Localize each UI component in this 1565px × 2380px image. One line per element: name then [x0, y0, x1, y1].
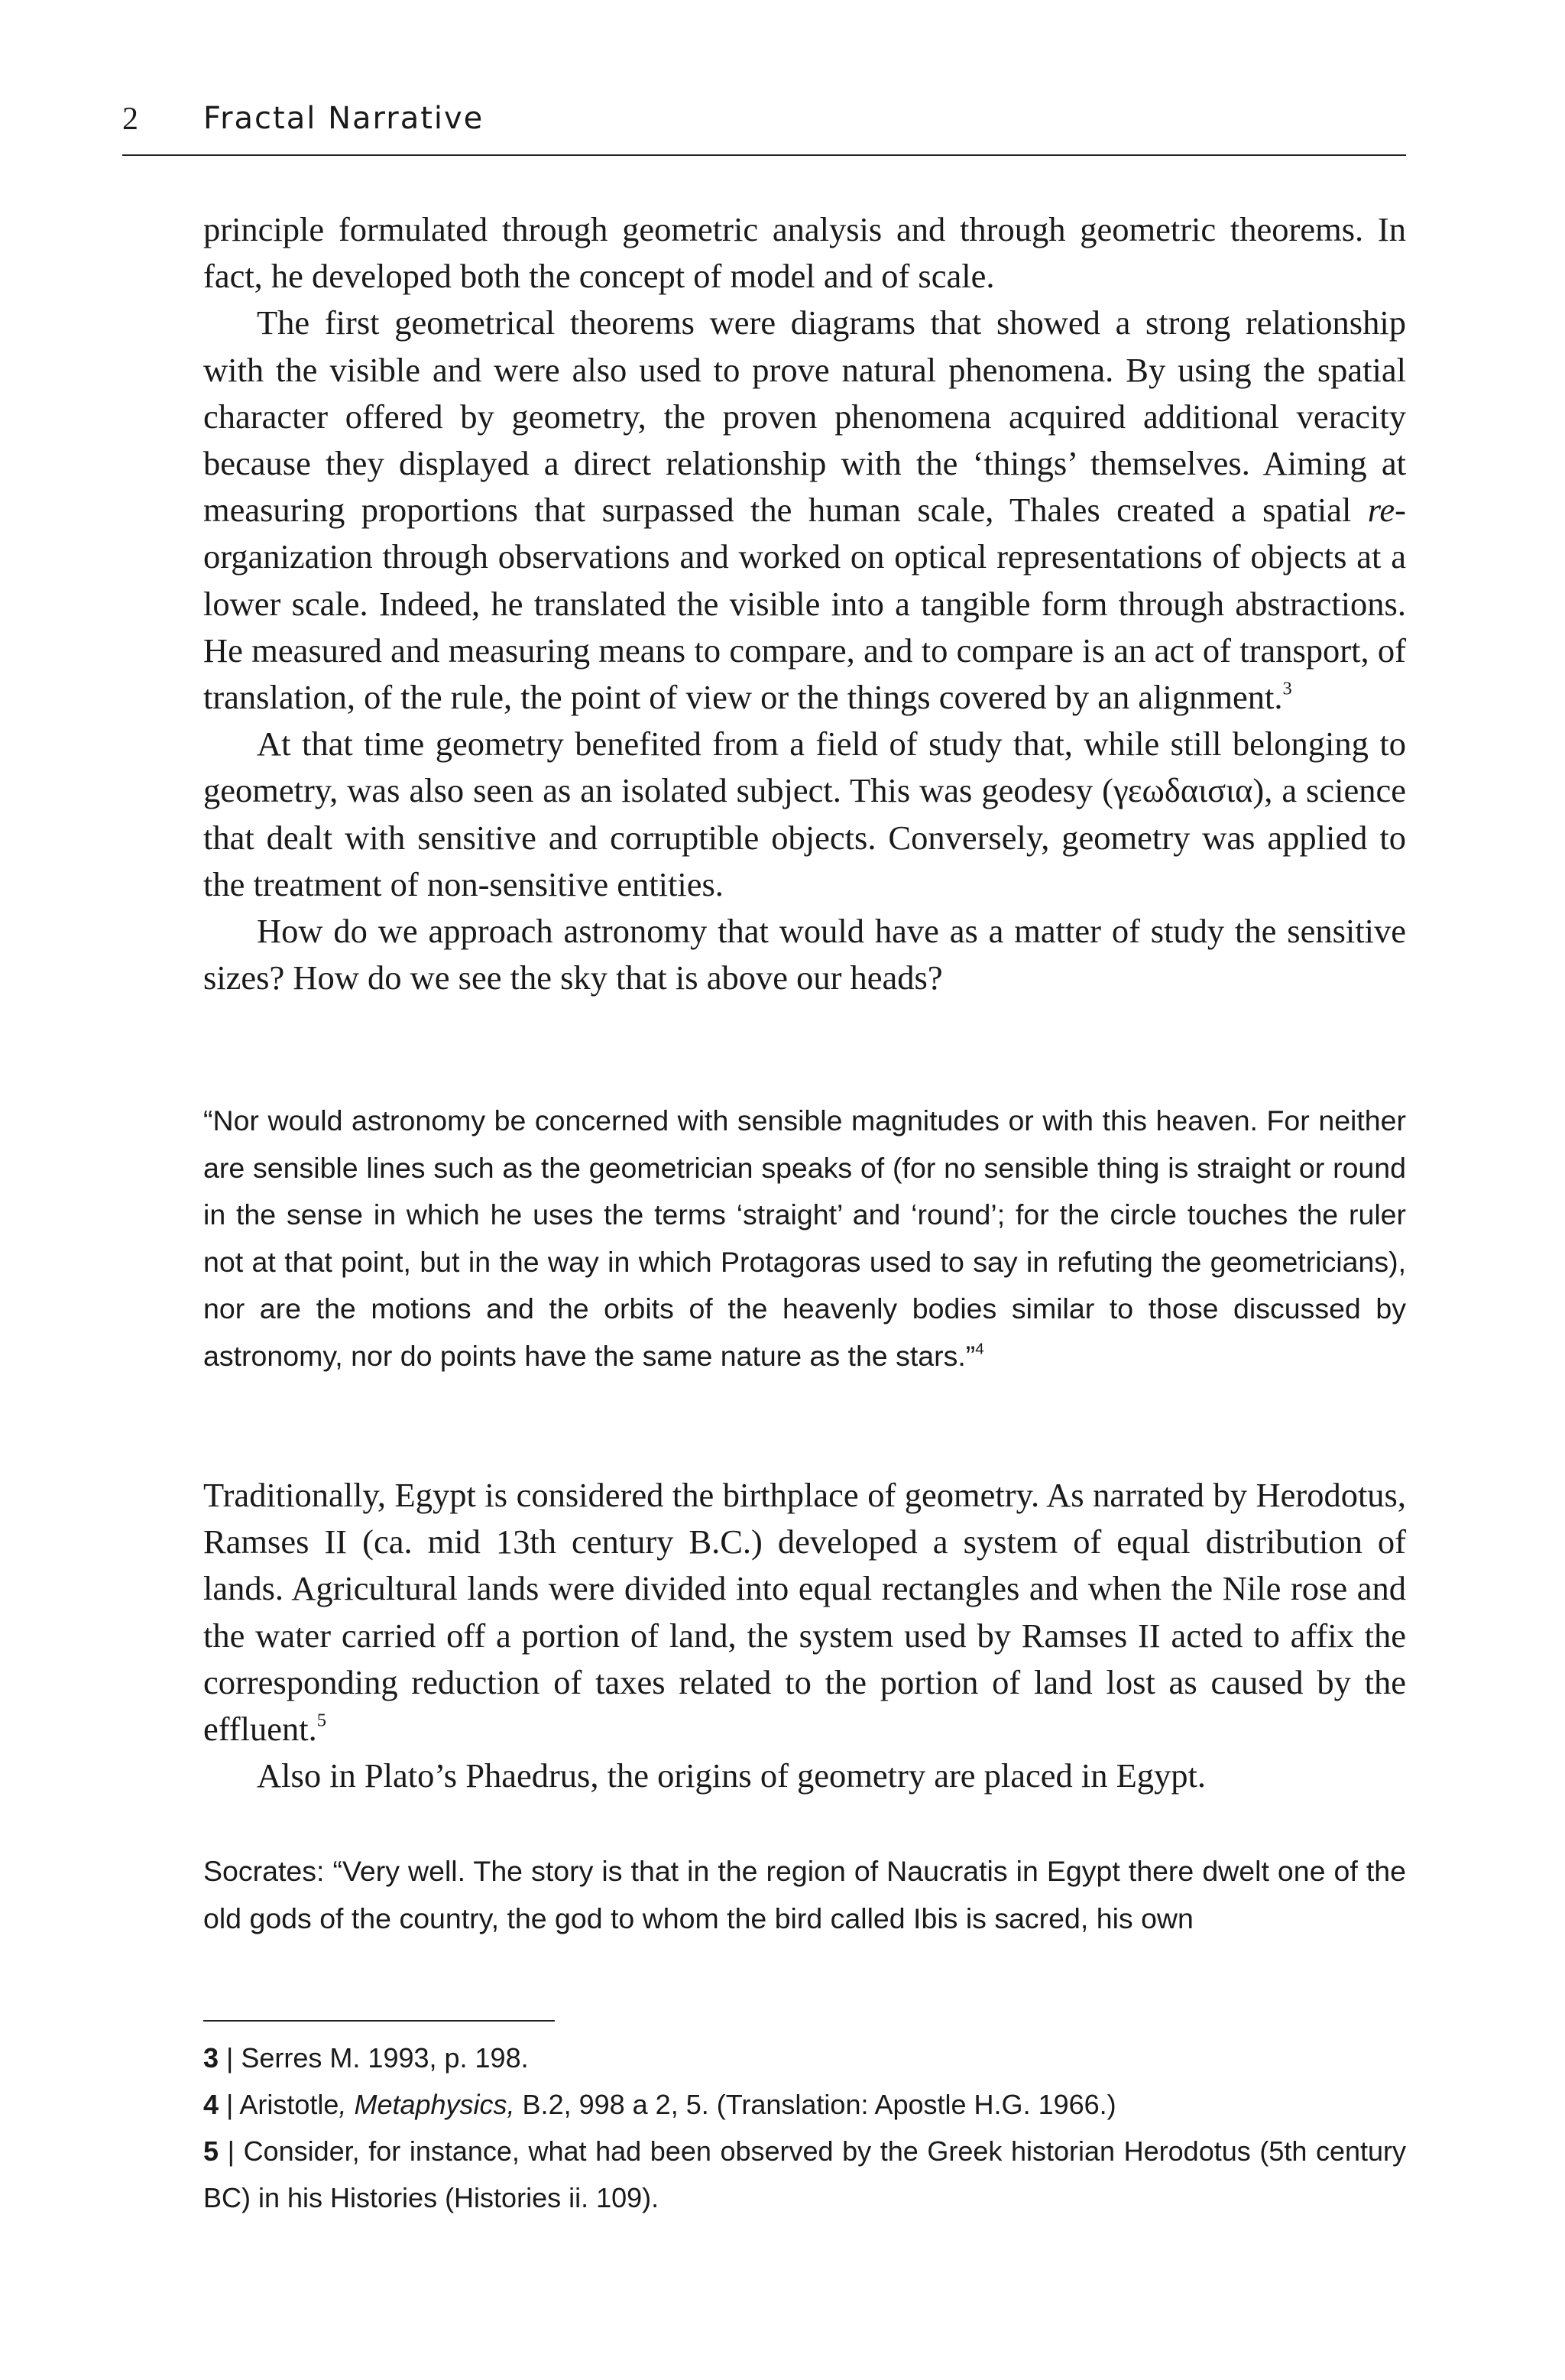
footnote-italic-title: , Metaphysics, — [339, 2089, 515, 2120]
paragraph — [203, 1753, 1406, 1799]
running-header — [122, 101, 1406, 156]
footnote-divider — [203, 2020, 555, 2022]
paragraph-text: The first geometrical theorems were diagrams that showed a strong relationship with the visible and were also used to prove natural phenomena. By using the spatial character offered by geometry, the proven phenomena acquired additional veracity because they displayed a direct relationship with the ‘things’ themselves. Aiming at measuring proportions that surpassed the human scale, Thales created a spatial — [203, 303, 1406, 530]
quote-text: “Nor would astronomy be concerned with sensible magnitudes or with this heaven. For neither are sensible lines such as the geometrician speaks of (for no sensible thing is straight or round in the sense in which he uses the terms ‘straight’ and ‘round’; for the circle touches the ruler not at that point, but in the way in which Protagoras used to say in refuting the geometricians), nor are the motions and the orbits of the heavenly bodies similar to those discussed by astronomy, nor do points have the same nature as the stars.” — [203, 1104, 1406, 1372]
footnote-number: 4 — [203, 2089, 219, 2120]
footnote-ref[interactable]: 4 — [975, 1340, 984, 1358]
footnote-4 — [203, 2081, 1406, 2128]
paragraph-text: principle formulated through geometric analysis and through geometric theorems. In fact, he developed both the concept of model and of scale. — [203, 210, 1406, 296]
footnote-number: 5 — [203, 2135, 219, 2167]
paragraph — [203, 206, 1406, 300]
footnote-text: Serres M. 1993, p. 198. — [241, 2042, 529, 2074]
paragraph — [203, 908, 1406, 1001]
running-title: Fractal Narrative — [203, 101, 484, 136]
quote-text: Socrates: “Very well. The story is that in the region of Naucratis in Egypt there dwelt one of the old gods of the country, the god to whom the bird called Ibis is sacred, his own — [203, 1855, 1406, 1934]
block-quote-socrates — [203, 1848, 1406, 1942]
block-quote-aristotle — [203, 1098, 1406, 1380]
body-section-2 — [203, 1472, 1406, 1799]
footnote-separator: | — [219, 2135, 244, 2167]
paragraph-text: Also in Plato’s Phaedrus, the origins of geometry are placed in Egypt. — [257, 1756, 1207, 1795]
footnote-separator: | — [219, 2042, 241, 2074]
paragraph — [203, 1472, 1406, 1753]
footnote-text: Consider, for instance, what had been observed by the Greek historian Herodotus (5th century BC) in his Histories (Histories ii. 109). — [203, 2135, 1407, 2213]
paragraph-text: How do we approach astronomy that would have as a matter of study the sensitive sizes? How do we see the sky that is above our heads? — [203, 912, 1406, 997]
footnote-separator: | — [219, 2089, 240, 2120]
paragraph-text: Traditionally, Egypt is considered the birthplace of geometry. As narrated by Herodotus, Ramses II (ca. mid 13th century B.C.) developed a system of equal distribution of lands. Agricultural lands were divided into equal rectangles and when the Nile rose and the water carried off a portion of land, the system used by Ramses II acted to affix the corresponding reduction of taxes related to the portion of land lost as caused by the effluent. — [203, 1476, 1406, 1749]
paragraph-text: organization through observations and worked on optical representations of objects at a lower scale. Indeed, he translated the visible into a tangible form through abstractions. He measured and measuring means to compare, and to compare is an act of transport, of translation, of the rule, the point of view or the things covered by an alignment. — [203, 537, 1406, 717]
footnote-ref[interactable]: 3 — [1282, 678, 1292, 699]
emphasis-text: re- — [1367, 491, 1406, 530]
footnote-3 — [203, 2035, 1406, 2081]
paragraph-text: At that time geometry benefited from a field of study that, while still belonging to geometry, was also seen as an isolated subject. This was geodesy (γεωδαισια), a science that dealt with sensitive and corruptible objects. Conversely, geometry was applied to the treatment of non-sensitive entities. — [203, 725, 1406, 903]
paragraph — [203, 721, 1406, 908]
paragraph — [203, 300, 1406, 721]
footnotes — [203, 2035, 1406, 2221]
footnote-text: B.2, 998 a 2, 5. (Translation: Apostle H.G. 1966.) — [514, 2089, 1116, 2120]
footnote-number: 3 — [203, 2042, 219, 2074]
body-section-1 — [203, 206, 1406, 1001]
footnote-5 — [203, 2128, 1406, 2221]
footnote-ref[interactable]: 5 — [316, 1710, 326, 1731]
page-number: 2 — [122, 102, 138, 137]
footnote-text: Aristotle — [239, 2089, 339, 2120]
